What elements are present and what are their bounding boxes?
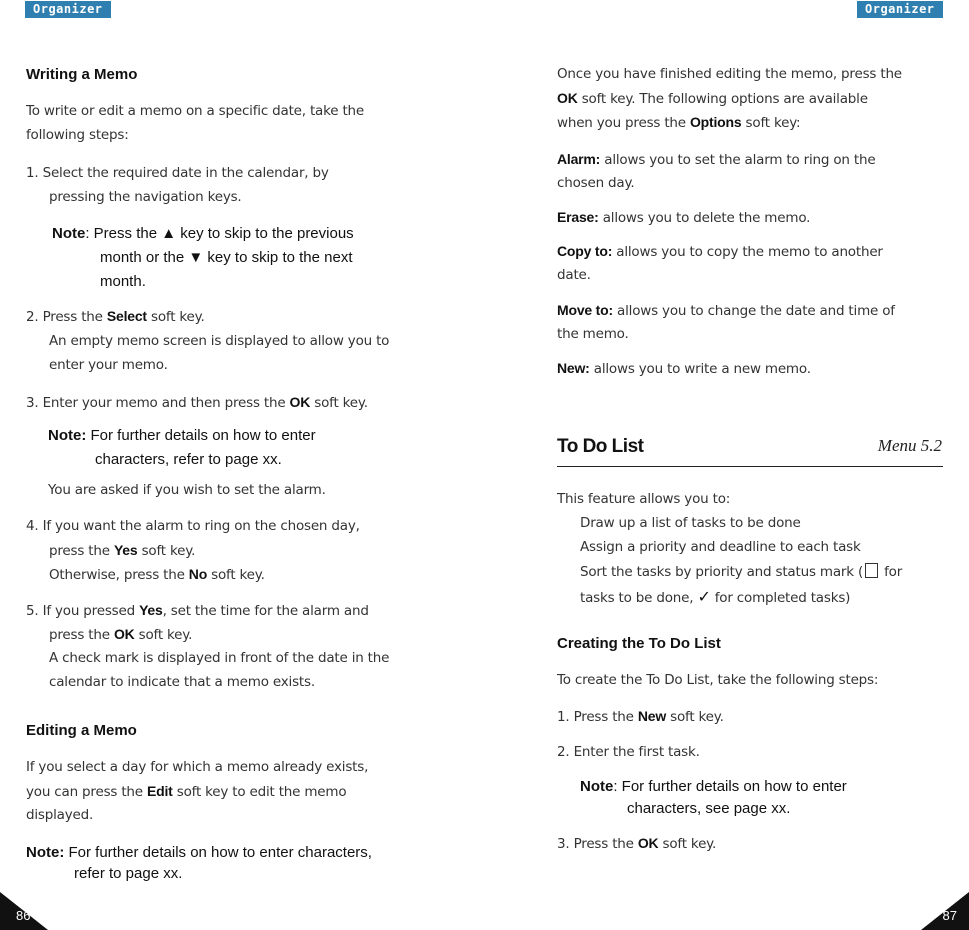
- note-label: Note: [580, 778, 614, 795]
- note-text: : Press the: [85, 225, 162, 242]
- option-alarm-line-2: chosen day.: [557, 175, 635, 191]
- ok-key-label: OK: [557, 90, 578, 106]
- options-intro-2: [557, 90, 868, 107]
- step-text: 3. Enter your memo and then press the: [26, 395, 290, 411]
- step-4-line-1: 4. If you want the alarm to ring on the chosen day,: [26, 518, 360, 534]
- creating-todo-heading: Creating the To Do List: [557, 635, 721, 652]
- step-2-line-3: enter your memo.: [49, 357, 168, 373]
- step-text: Otherwise, press the: [49, 567, 189, 583]
- step-5-line-4: calendar to indicate that a memo exists.: [49, 674, 315, 690]
- create-step-2: 2. Enter the first task.: [557, 744, 700, 760]
- todo-intro: This feature allows you to:: [557, 491, 731, 507]
- editing-memo-heading: Editing a Memo: [26, 722, 137, 739]
- step-text: soft key.: [134, 627, 193, 643]
- down-arrow-icon: ▼: [188, 249, 204, 266]
- step-text: 5. If you pressed: [26, 603, 140, 619]
- step-text: 3. Press the: [557, 836, 638, 852]
- note-text: month or the: [100, 249, 189, 266]
- option-text: allows you to delete the memo.: [598, 210, 811, 226]
- edit-key-label: Edit: [146, 783, 173, 799]
- step-text: 2. Press the: [26, 309, 107, 325]
- option-erase: [557, 209, 810, 226]
- edit-line-2: [26, 783, 346, 800]
- page-number-left: 86: [16, 908, 31, 923]
- alarm-question: You are asked if you wish to set the alarm.: [48, 482, 326, 498]
- step-4-line-2: [49, 542, 195, 559]
- step-text: soft key.: [137, 543, 196, 559]
- note-text: For further details on how to enter: [86, 427, 316, 444]
- todo-feature-3-line-2: [580, 587, 850, 606]
- header-tab-right: Organizer: [857, 1, 943, 18]
- option-move-line-2: the memo.: [557, 326, 629, 342]
- page-number-right: 87: [942, 908, 957, 923]
- option-copy-line-2: date.: [557, 267, 591, 283]
- option-alarm-line-1: [557, 151, 875, 168]
- step-5-line-1: [26, 602, 369, 619]
- step-text: soft key.: [207, 567, 265, 583]
- edit-line-1: If you select a day for which a memo already exists,: [26, 759, 369, 775]
- note-1-line-3: month.: [100, 273, 146, 290]
- note-2-line-1: [48, 425, 316, 447]
- step-text: , set the time for the alarm and: [162, 603, 369, 619]
- note-label: Note:: [26, 844, 65, 861]
- intro-line-1: To write or edit a memo on a specific date, take the: [26, 103, 365, 119]
- step-text: soft key.: [658, 836, 717, 852]
- checkbox-empty-icon: [865, 563, 878, 578]
- writing-memo-heading: Writing a Memo: [26, 66, 138, 83]
- note-label: Note:: [48, 427, 87, 444]
- step-text: soft key.: [146, 309, 205, 325]
- todo-list-heading: To Do List: [557, 436, 644, 457]
- new-key-label: New: [637, 708, 667, 724]
- ok-key-label: OK: [113, 626, 135, 642]
- step-text: soft key.: [666, 709, 724, 725]
- note-1-line-2: [100, 247, 353, 269]
- note-3-line-2: refer to page xx.: [74, 865, 183, 882]
- step-text: soft key.: [310, 395, 368, 411]
- create-step-3: [557, 835, 716, 852]
- feature-text: tasks to be done,: [580, 590, 698, 606]
- step-text: soft key to edit the memo: [172, 784, 347, 800]
- option-text: allows you to change the date and time of: [612, 303, 895, 319]
- create-step-1: [557, 708, 724, 725]
- option-text: allows you to set the alarm to ring on the: [600, 152, 876, 168]
- step-text: press the: [49, 543, 114, 559]
- yes-key-label: Yes: [139, 602, 163, 618]
- step-text: when you press the: [557, 115, 690, 131]
- copy-option-label: Copy to:: [557, 243, 613, 259]
- yes-key-label: Yes: [113, 542, 138, 558]
- step-text: 1. Press the: [557, 709, 638, 725]
- step-2-line-1: [26, 308, 205, 325]
- erase-option-label: Erase:: [557, 209, 599, 225]
- step-1-line-2: pressing the navigation keys.: [49, 189, 242, 205]
- move-option-label: Move to:: [557, 302, 613, 318]
- edit-line-3: displayed.: [26, 807, 94, 823]
- note-text: key to skip to the previous: [176, 225, 354, 242]
- step-3-line-1: [26, 394, 368, 411]
- intro-line-2: following steps:: [26, 127, 129, 143]
- header-tab-left: Organizer: [25, 1, 111, 18]
- step-5-line-3: A check mark is displayed in front of the date in the: [49, 650, 390, 666]
- new-option-label: New:: [557, 360, 590, 376]
- todo-feature-1: Draw up a list of tasks to be done: [580, 515, 801, 531]
- note-4-line-2: characters, see page xx.: [627, 800, 791, 817]
- ok-key-label: OK: [637, 835, 659, 851]
- step-text: soft key. The following options are available: [577, 91, 868, 107]
- step-5-line-2: [49, 626, 192, 643]
- note-1-line-1: [52, 223, 354, 245]
- todo-feature-3-line-1: [580, 563, 902, 580]
- up-arrow-icon: ▲: [161, 225, 177, 242]
- alarm-option-label: Alarm:: [557, 151, 601, 167]
- note-text: : For further details on how to enter: [613, 778, 847, 795]
- note-4-line-1: [580, 776, 847, 798]
- todo-feature-2: Assign a priority and deadline to each task: [580, 539, 861, 555]
- option-new: [557, 360, 811, 377]
- step-text: press the: [49, 627, 114, 643]
- step-1-line-1: 1. Select the required date in the calendar, by: [26, 165, 329, 181]
- no-key-label: No: [188, 566, 208, 582]
- option-text: allows you to write a new memo.: [589, 361, 811, 377]
- step-text: you can press the: [26, 784, 147, 800]
- note-text: key to skip to the next: [203, 249, 353, 266]
- option-text: allows you to copy the memo to another: [612, 244, 883, 260]
- option-move-line-1: [557, 302, 895, 319]
- option-copy-line-1: [557, 243, 883, 260]
- check-mark-icon: ✓: [697, 587, 711, 606]
- note-text: For further details on how to enter characters,: [64, 844, 372, 861]
- create-intro: To create the To Do List, take the following steps:: [557, 672, 879, 688]
- note-label: Note: [52, 225, 86, 242]
- feature-text: Sort the tasks by priority and status mark (: [580, 564, 864, 580]
- options-intro-3: [557, 114, 800, 131]
- feature-text: for completed tasks): [710, 590, 851, 606]
- step-text: soft key:: [741, 115, 801, 131]
- note-2-line-2: characters, refer to page xx.: [95, 451, 282, 468]
- ok-key-label: OK: [289, 394, 311, 410]
- menu-reference: Menu 5.2: [877, 436, 942, 455]
- heading-divider: [557, 466, 943, 467]
- note-3-line-1: [26, 842, 372, 864]
- options-key-label: Options: [689, 114, 742, 130]
- step-2-line-2: An empty memo screen is displayed to allow you to: [49, 333, 390, 349]
- select-key-label: Select: [106, 308, 147, 324]
- step-4-line-3: [49, 566, 265, 583]
- options-intro-1: Once you have finished editing the memo, press the: [557, 66, 902, 82]
- feature-text: for: [880, 564, 903, 580]
